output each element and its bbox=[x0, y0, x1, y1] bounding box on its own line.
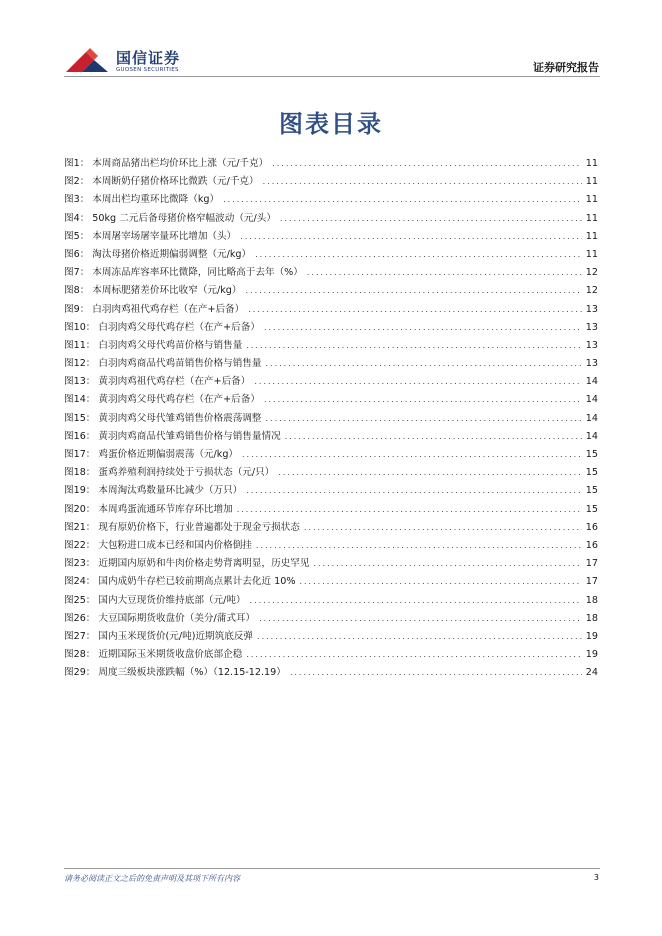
toc-dot-leader bbox=[242, 450, 582, 459]
toc-entry-title: 本周鸡蛋流通环节库存环比增加 bbox=[98, 503, 233, 515]
toc-entry[interactable] bbox=[64, 501, 598, 519]
toc-entry[interactable] bbox=[64, 555, 598, 573]
toc-entry-title: 大包粉进口成本已经和国内价格倒挂 bbox=[98, 539, 252, 551]
toc-entry-page: 16 bbox=[585, 521, 598, 533]
toc-entry-title: 蛋鸡养殖利润持续处于亏损状态（元/只） bbox=[98, 467, 275, 479]
toc-entry-page: 14 bbox=[585, 412, 598, 424]
toc-entry-page: 11 bbox=[585, 176, 598, 188]
toc-dot-leader bbox=[272, 159, 582, 168]
toc-entry-page: 13 bbox=[585, 358, 598, 370]
toc-entry[interactable] bbox=[64, 664, 598, 682]
toc-entry-page: 17 bbox=[585, 558, 598, 570]
toc-entry-title: 本周标肥猪差价环比收窄（元/kg） bbox=[92, 285, 242, 297]
toc-dot-leader bbox=[278, 468, 581, 477]
toc-entry[interactable] bbox=[64, 173, 598, 191]
toc-entry[interactable] bbox=[64, 482, 598, 500]
toc-entry-number: 图18： bbox=[64, 467, 96, 479]
toc-entry[interactable] bbox=[64, 537, 598, 555]
toc-dot-leader bbox=[257, 632, 582, 641]
toc-entry-title: 近期国际玉米期货收盘价底部企稳 bbox=[98, 649, 243, 661]
toc-entry-title: 本周淘汰鸡数量环比减少（万只） bbox=[98, 485, 243, 497]
toc-entry-title: 近期国内原奶和牛肉价格走势背离明显，历史罕见 bbox=[98, 558, 310, 570]
toc-entry-number: 图27： bbox=[64, 630, 96, 642]
toc-dot-leader bbox=[307, 268, 582, 277]
toc-entry-number: 图19： bbox=[64, 485, 96, 497]
toc-entry[interactable] bbox=[64, 210, 598, 228]
toc-entry-page: 13 bbox=[585, 303, 598, 315]
toc-entry-title: 周度三级板块涨跌幅（%）（12.15-12.19） bbox=[98, 667, 286, 679]
toc-entry-title: 淘汰母猪价格近期偏弱调整（元/kg） bbox=[92, 248, 252, 260]
toc-entry-number: 图7： bbox=[64, 267, 90, 279]
toc-entry[interactable] bbox=[64, 519, 598, 537]
toc-entry-number: 图24： bbox=[64, 576, 96, 588]
toc-entry-page: 15 bbox=[585, 503, 598, 515]
toc-entry-page: 15 bbox=[585, 467, 598, 479]
toc-entry-page: 14 bbox=[585, 376, 598, 388]
toc-dot-leader bbox=[246, 286, 582, 295]
toc-dot-leader bbox=[264, 395, 582, 404]
toc-entry-page: 11 bbox=[585, 158, 598, 169]
toc-dot-leader bbox=[240, 232, 582, 241]
toc-entry-number: 图17： bbox=[64, 449, 96, 460]
table-of-figures bbox=[64, 155, 598, 682]
toc-entry-page: 12 bbox=[585, 267, 598, 279]
toc-entry-title: 国内大豆现货价维持底部（元/吨） bbox=[98, 594, 246, 606]
toc-entry-number: 图22： bbox=[64, 539, 96, 551]
toc-dot-leader bbox=[248, 305, 582, 314]
toc-entry-title: 大豆国际期货收盘价（美分/蒲式耳） bbox=[98, 612, 256, 624]
toc-entry-number: 图12： bbox=[64, 358, 96, 370]
toc-dot-leader bbox=[299, 577, 581, 586]
toc-entry-number: 图10： bbox=[64, 321, 96, 333]
toc-entry-title: 白羽肉鸡祖代鸡存栏（在产+后备） bbox=[92, 303, 245, 315]
toc-entry-title: 白羽肉鸡父母代鸡存栏（在产+后备） bbox=[98, 321, 260, 333]
toc-entry-page: 14 bbox=[585, 430, 598, 442]
toc-entry-page: 24 bbox=[585, 667, 598, 679]
toc-entry-title: 鸡蛋价格近期偏弱震荡（元/kg） bbox=[98, 449, 239, 460]
toc-entry[interactable] bbox=[64, 301, 598, 319]
toc-entry-title: 50kg 二元后备母猪价格窄幅波动（元/头） bbox=[92, 212, 276, 224]
report-type-label: 证券研究报告 bbox=[533, 61, 599, 74]
toc-dot-leader bbox=[264, 323, 582, 332]
toc-entry[interactable] bbox=[64, 282, 598, 300]
toc-dot-leader bbox=[259, 614, 582, 623]
toc-entry-number: 图29： bbox=[64, 667, 96, 679]
toc-entry-page: 12 bbox=[585, 285, 598, 297]
toc-dot-leader bbox=[266, 359, 582, 368]
toc-entry[interactable] bbox=[64, 373, 598, 391]
toc-entry-title: 本周断奶仔猪价格环比微跌（元/千克） bbox=[92, 176, 259, 188]
toc-entry-number: 图9： bbox=[64, 303, 90, 315]
toc-entry[interactable] bbox=[64, 646, 598, 664]
toc-entry-page: 14 bbox=[585, 394, 598, 406]
toc-entry-page: 17 bbox=[585, 576, 598, 588]
toc-entry[interactable] bbox=[64, 573, 598, 591]
toc-entry-title: 本周出栏均重环比微降（kg） bbox=[92, 194, 220, 206]
toc-entry-title: 现有原奶价格下，行业普遍都处于现金亏损状态 bbox=[98, 521, 300, 533]
toc-entry-title: 国内成奶牛存栏已较前期高点累计去化近 10% bbox=[98, 576, 296, 588]
toc-entry-title: 国内玉米现货价(元/吨)近期筑底反弹 bbox=[98, 630, 254, 642]
toc-entry-page: 11 bbox=[585, 212, 598, 224]
toc-entry-page: 18 bbox=[585, 594, 598, 606]
toc-entry-page: 16 bbox=[585, 539, 598, 551]
toc-entry-page: 13 bbox=[585, 321, 598, 333]
toc-entry[interactable] bbox=[64, 155, 598, 173]
toc-entry-number: 图4： bbox=[64, 212, 90, 224]
toc-entry[interactable] bbox=[64, 410, 598, 428]
toc-entry-title: 黄羽肉鸡父母代鸡存栏（在产+后备） bbox=[98, 394, 260, 406]
toc-entry[interactable] bbox=[64, 319, 598, 337]
toc-dot-leader bbox=[285, 432, 582, 441]
toc-entry-page: 13 bbox=[585, 339, 598, 351]
footer-divider bbox=[64, 868, 600, 869]
toc-entry-title: 本周商品猪出栏均价环比上涨（元/千克） bbox=[92, 158, 269, 169]
toc-dot-leader bbox=[223, 195, 582, 204]
toc-entry-number: 图8： bbox=[64, 285, 90, 297]
toc-entry-page: 19 bbox=[585, 649, 598, 661]
toc-entry-title: 本周冻品库容率环比微降，同比略高于去年（%） bbox=[92, 267, 303, 279]
toc-entry[interactable] bbox=[64, 610, 598, 628]
toc-dot-leader bbox=[246, 486, 581, 495]
toc-entry-page: 11 bbox=[585, 248, 598, 260]
toc-entry[interactable] bbox=[64, 355, 598, 373]
guosen-logo-icon bbox=[64, 46, 110, 76]
toc-dot-leader bbox=[246, 341, 581, 350]
toc-dot-leader bbox=[266, 414, 582, 423]
toc-entry-number: 图15： bbox=[64, 412, 96, 424]
toc-entry[interactable] bbox=[64, 191, 598, 209]
toc-dot-leader bbox=[263, 177, 582, 186]
toc-entry[interactable] bbox=[64, 391, 598, 409]
toc-dot-leader bbox=[280, 214, 582, 223]
toc-entry[interactable] bbox=[64, 228, 598, 246]
toc-dot-leader bbox=[250, 596, 582, 605]
page-title: 图表目录 bbox=[279, 110, 383, 138]
logo-english-name: GUOSEN SECURITIES bbox=[116, 67, 179, 73]
toc-entry-number: 图1： bbox=[64, 158, 90, 169]
toc-entry-page: 18 bbox=[585, 612, 598, 624]
toc-entry[interactable] bbox=[64, 446, 598, 464]
toc-entry-number: 图6： bbox=[64, 248, 90, 260]
toc-entry-number: 图21： bbox=[64, 521, 96, 533]
toc-entry-title: 本周屠宰场屠宰量环比增加（头） bbox=[92, 230, 237, 242]
toc-entry-number: 图5： bbox=[64, 230, 90, 242]
logo-chinese-name: 国信证券 bbox=[116, 49, 181, 67]
toc-entry-page: 19 bbox=[585, 630, 598, 642]
toc-entry-number: 图23： bbox=[64, 558, 96, 570]
toc-entry-page: 11 bbox=[585, 194, 598, 206]
toc-entry[interactable] bbox=[64, 337, 598, 355]
toc-dot-leader bbox=[237, 505, 582, 514]
toc-dot-leader bbox=[254, 377, 581, 386]
toc-dot-leader bbox=[246, 650, 581, 659]
toc-entry-page: 15 bbox=[585, 485, 598, 497]
toc-entry-page: 15 bbox=[585, 449, 598, 460]
toc-entry-title: 白羽肉鸡商品代鸡苗销售价格与销售量 bbox=[98, 358, 262, 370]
company-logo bbox=[64, 44, 204, 78]
header-divider bbox=[64, 76, 600, 77]
toc-entry-number: 图13： bbox=[64, 376, 96, 388]
toc-entry-title: 黄羽肉鸡商品代雏鸡销售价格与销售量情况 bbox=[98, 430, 281, 442]
toc-dot-leader bbox=[256, 541, 582, 550]
toc-entry-number: 图20： bbox=[64, 503, 96, 515]
toc-entry-title: 白羽肉鸡父母代鸡苗价格与销售量 bbox=[98, 339, 243, 351]
footer-disclaimer: 请务必阅读正文之后的免责声明及其项下所有内容 bbox=[64, 874, 240, 883]
toc-dot-leader bbox=[255, 250, 582, 259]
toc-entry[interactable] bbox=[64, 246, 598, 264]
toc-entry-number: 图14： bbox=[64, 394, 96, 406]
toc-entry-number: 图25： bbox=[64, 594, 96, 606]
toc-entry-title: 黄羽肉鸡祖代鸡存栏（在产+后备） bbox=[98, 376, 251, 388]
toc-entry-number: 图28： bbox=[64, 649, 96, 661]
toc-entry-number: 图3： bbox=[64, 194, 90, 206]
toc-dot-leader bbox=[290, 668, 582, 677]
toc-entry[interactable] bbox=[64, 628, 598, 646]
page-number: 3 bbox=[593, 873, 599, 882]
toc-entry[interactable] bbox=[64, 592, 598, 610]
toc-entry-page: 11 bbox=[585, 230, 598, 242]
toc-entry-number: 图26： bbox=[64, 612, 96, 624]
toc-entry-title: 黄羽肉鸡父母代雏鸡销售价格震荡调整 bbox=[98, 412, 262, 424]
toc-entry-number: 图11： bbox=[64, 339, 96, 351]
toc-entry-number: 图16： bbox=[64, 430, 96, 442]
toc-dot-leader bbox=[313, 559, 581, 568]
toc-entry[interactable] bbox=[64, 464, 598, 482]
toc-dot-leader bbox=[304, 523, 582, 532]
toc-entry[interactable] bbox=[64, 264, 598, 282]
toc-entry[interactable] bbox=[64, 428, 598, 446]
toc-entry-number: 图2： bbox=[64, 176, 90, 188]
